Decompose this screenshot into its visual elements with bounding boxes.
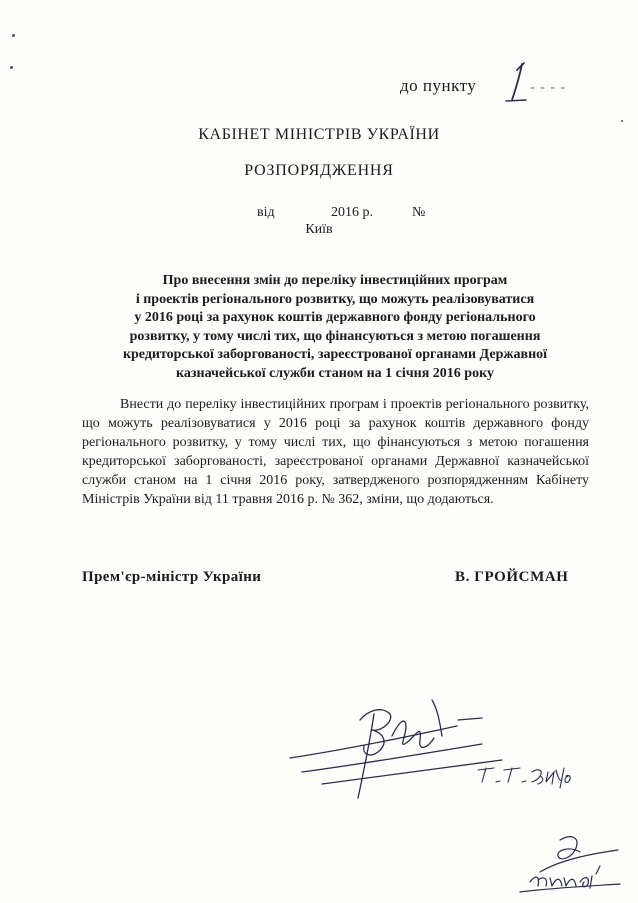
organization-heading: КАБІНЕТ МІНІСТРІВ УКРАЇНИ — [198, 126, 440, 143]
city: Київ — [305, 222, 333, 237]
body-paragraph: Внести до переліку інвестиційних програм і проектів регіонального розвитку, що можуть реалізовуватися у 2016 році за рахунок коштів державного фонду регіонального розвитку, у тому числі тих, що фінансуються з метою погашення кредиторської заборгованості, зареєстрованої органами Державної казначейської служби станом на 1 січня 2016 року, затвердженого розпорядженням Кабінету Міністрів України від 11 травня 2016 р. № 362, зміни, що додаються. — [82, 397, 589, 507]
date-year: 2016 р. — [331, 205, 373, 220]
scan-speck — [621, 120, 623, 122]
document-title — [90, 272, 580, 384]
handwritten-signature — [282, 680, 572, 800]
title-line: у 2016 році за рахунок коштів державного фонду регіонального — [134, 310, 536, 326]
title-line: казначейської служби станом на 1 січня 2016 року — [176, 365, 494, 381]
signatory-position: Прем'єр-міністр України — [82, 569, 262, 585]
title-line: кредиторської заборгованості, зареєстрованої органами Державної — [122, 347, 548, 363]
document-type: РОЗПОРЯДЖЕННЯ — [244, 162, 394, 179]
document-number-label: № — [412, 205, 426, 220]
scan-speck — [10, 66, 13, 69]
title-line: розвитку, у тому числі тих, що фінансуються з метою погашення — [129, 328, 541, 344]
reference-label: до пункту — [400, 76, 477, 95]
handwritten-initials — [500, 830, 630, 900]
title-line: Про внесення змін до переліку інвестиційних програм — [162, 273, 508, 288]
scan-speck — [12, 34, 15, 37]
title-line: і проектів регіонального розвитку, що можуть реалізовуватися — [135, 291, 535, 307]
signatory-name: В. ГРОЙСМАН — [455, 569, 569, 585]
date-from-label: від — [257, 205, 275, 220]
reference-underline: - - - - — [530, 80, 567, 95]
